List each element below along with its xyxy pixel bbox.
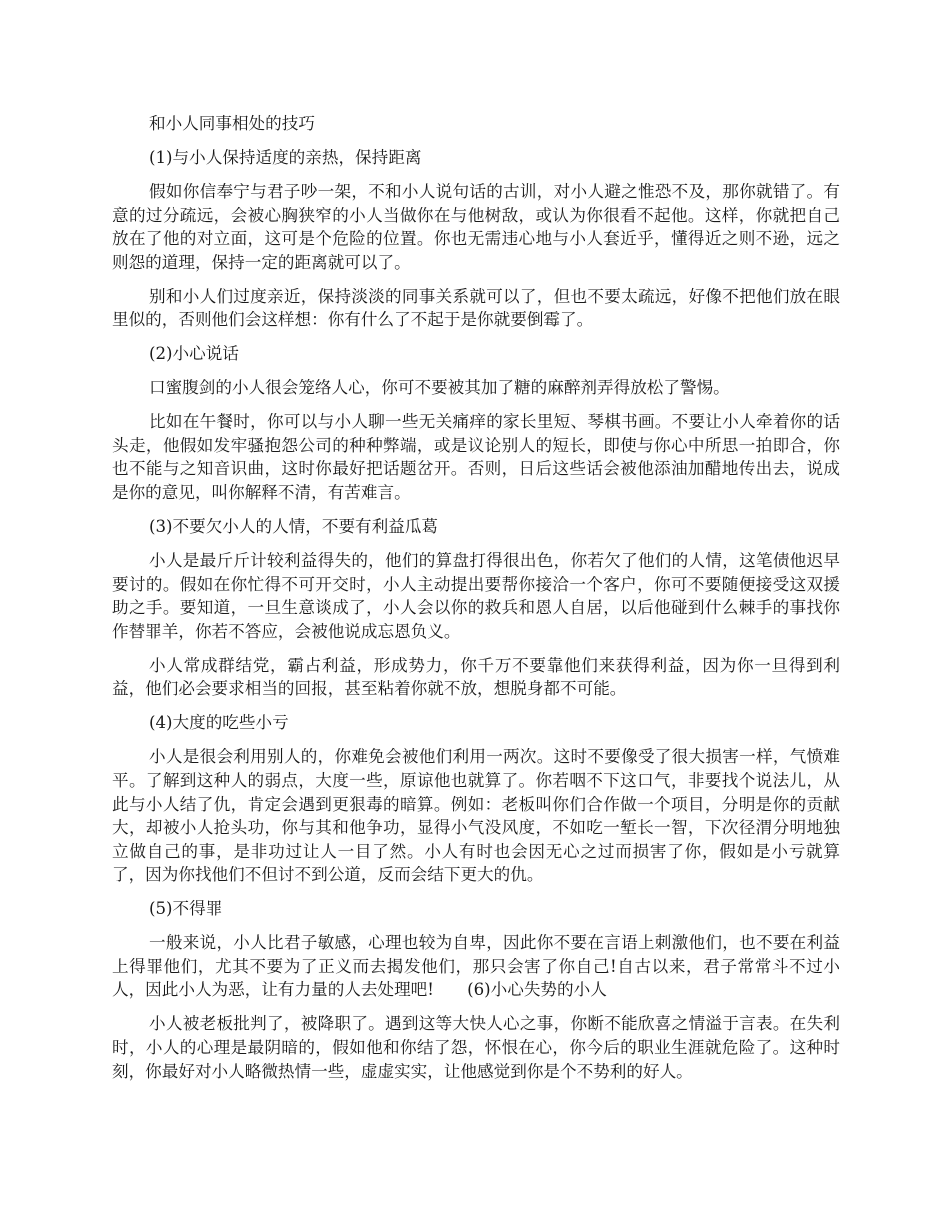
section-heading-3: (3)不要欠小人的人情，不要有利益瓜葛 <box>149 517 439 537</box>
paragraph: 小人是很会利用别人的，你难免会被他们利用一两次。这时不要像受了很大损害一样，气愤难平。了解到这种人的弱点，大度一些，原谅他也就算了。你若咽不下这口气，非要找个说法儿，从此与小人结了仇，肯定会遇到更狠毒的暗算。例如：老板叫你们合作做一个项目，分明是你的贡献大，却被小人抢头功，你与其和他争功，显得小气没风度，不如吃一堑长一智，下次径渭分明地独立做自己的事，是非功过让人一目了然。小人有时也会因无心之过而损害了你，假如是小亏就算了，因为你找他们不但讨不到公道，反而会结下更大的仇。 <box>112 747 840 885</box>
paragraph: 比如在午餐时，你可以与小人聊一些无关痛痒的家长里短、琴棋书画。不要让小人牵着你的话头走，他假如发牢骚抱怨公司的种种弊端，或是议论别人的短长，即使与你心中所思一拍即合，你也不能与之知音识曲，这时你最好把话题岔开。否则，日后这些话会被他添油加醋地传出去，说成是你的意见，叫你解释不清，有苦难言。 <box>112 412 840 503</box>
document-title: 和小人同事相处的技巧 <box>149 114 315 133</box>
section-heading-5: (5)不得罪 <box>149 899 223 919</box>
paragraph: 口蜜腹剑的小人很会笼络人心，你可不要被其加了糖的麻醉剂弄得放松了警惕。 <box>149 378 730 398</box>
paragraph: 小人被老板批判了，被降职了。遇到这等大快人心之事，你断不能欣喜之情溢于言表。在失利时，小人的心理是最阴暗的，假如他和你结了怨，怀恨在心，你今后的职业生涯就危险了。这种时刻，你最好对小人略微热情一些，虚虚实实，让他感觉到你是个不势利的好人。 <box>112 1014 840 1081</box>
paragraph: 假如你信奉宁与君子吵一架，不和小人说句话的古训，对小人避之惟恐不及，那你就错了。有意的过分疏远，会被心胸狭窄的小人当做你在与他树敌，或认为你很看不起他。这样，你就把自己放在了他的对立面，这可是个危险的位置。你也无需违心地与小人套近乎，懂得近之则不逊，远之则怨的道理，保持一定的距离就可以了。 <box>112 181 840 272</box>
paragraph: 小人是最斤斤计较利益得失的，他们的算盘打得很出色，你若欠了他们的人情，这笔债他迟早要讨的。假如在你忙得不可开交时，小人主动提出要帮你接洽一个客户，你可不要随便接受这双援助之手。要知道，一旦生意谈成了，小人会以你的救兵和恩人自居，以后他碰到什么棘手的事找你作替罪羊，你若不答应，会被他说成忘恩负义。 <box>112 551 840 641</box>
paragraph: 一般来说，小人比君子敏感，心理也较为自卑，因此你不要在言语上刺激他们，也不要在利益上得罪他们，尤其不要为了正义而去揭发他们，那只会害了你自己!自古以来，君子常常斗不过小人，因此小人为恶，让有力量的人去处理吧! (6)小心失势的小人 <box>112 933 840 1000</box>
document-body <box>112 112 840 1094</box>
section-heading-2: (2)小心说话 <box>149 344 239 364</box>
paragraph: 别和小人们过度亲近，保持淡淡的同事关系就可以了，但也不要太疏远，好像不把他们放在眼里似的，否则他们会这样想：你有什么了不起于是你就要倒霉了。 <box>112 286 840 330</box>
paragraph: 小人常成群结党，霸占利益，形成势力，你千万不要靠他们来获得利益，因为你一旦得到利益，他们必会要求相当的回报，甚至粘着你就不放，想脱身都不可能。 <box>112 655 840 699</box>
section-heading-1: (1)与小人保持适度的亲热，保持距离 <box>149 147 422 167</box>
section-heading-4: (4)大度的吃些小亏 <box>149 713 289 733</box>
